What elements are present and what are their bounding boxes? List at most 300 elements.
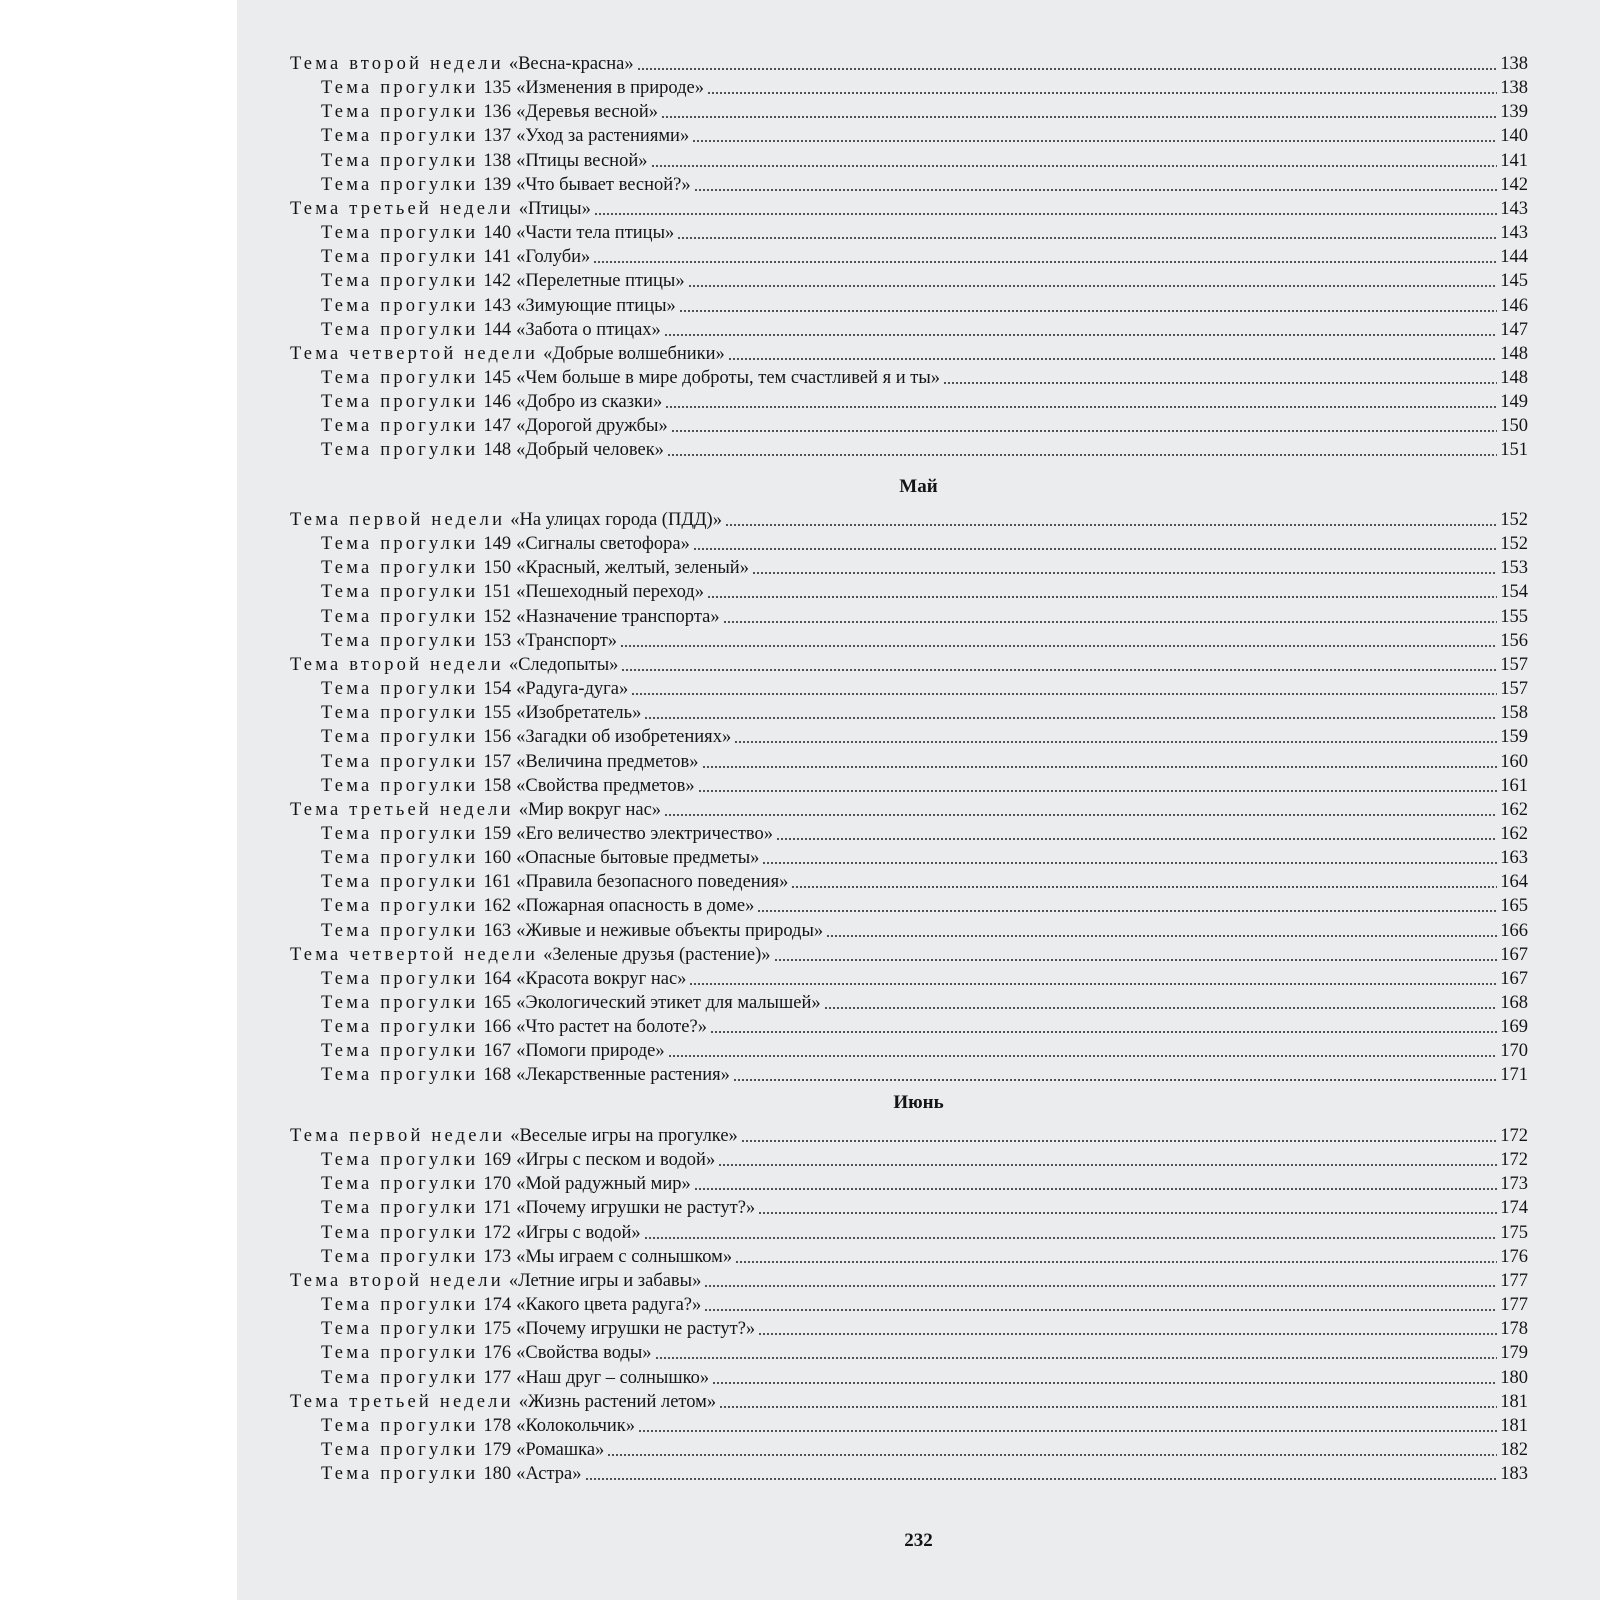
toc-entry-number: 154 bbox=[483, 679, 512, 699]
toc-entry-page: 180 bbox=[1500, 1368, 1528, 1388]
toc-entry-number: 160 bbox=[483, 848, 512, 868]
toc-entry-title: «Игры с песком и водой» bbox=[516, 1150, 716, 1170]
dot-leader bbox=[719, 1406, 1497, 1408]
toc-entry-prefix: Тема прогулки bbox=[321, 78, 479, 98]
toc-entry-title: «Свойства предметов» bbox=[516, 776, 695, 796]
toc-entry-page: 147 bbox=[1500, 320, 1528, 340]
toc-entry-label bbox=[321, 870, 788, 894]
dot-leader bbox=[757, 910, 1497, 912]
toc-entry-prefix: Тема прогулки bbox=[321, 296, 479, 316]
toc-walk-entry bbox=[237, 269, 1600, 293]
toc-entry-number: 180 bbox=[483, 1464, 512, 1484]
toc-entry-prefix: Тема прогулки bbox=[321, 102, 479, 122]
dot-leader bbox=[741, 1140, 1497, 1142]
toc-entry-page: 158 bbox=[1500, 703, 1528, 723]
toc-entry-title: «Веселые игры на прогулке» bbox=[510, 1126, 738, 1146]
toc-entry-page: 138 bbox=[1500, 78, 1528, 98]
toc-entry-number: 158 bbox=[483, 776, 512, 796]
dot-leader bbox=[671, 430, 1498, 432]
dot-leader bbox=[637, 68, 1498, 70]
toc-entry-page: 140 bbox=[1500, 126, 1528, 146]
toc-entry-prefix: Тема прогулки bbox=[321, 776, 479, 796]
toc-entry-label bbox=[321, 124, 689, 148]
book-page bbox=[237, 0, 1600, 1600]
toc-entry-label bbox=[290, 1269, 701, 1293]
toc-entry-prefix: Тема прогулки bbox=[321, 1440, 479, 1460]
dot-leader bbox=[668, 1055, 1498, 1057]
toc-entry-page: 156 bbox=[1500, 631, 1528, 651]
toc-entry-prefix: Тема прогулки bbox=[321, 631, 479, 651]
toc-entry-prefix: Тема второй недели bbox=[290, 54, 504, 74]
toc-walk-entry bbox=[237, 100, 1600, 124]
month-heading: Май bbox=[899, 476, 938, 497]
dot-leader bbox=[661, 116, 1497, 118]
toc-entry-prefix: Тема второй недели bbox=[290, 655, 504, 675]
toc-walk-entry bbox=[237, 1317, 1600, 1341]
toc-entry-title: «Мы играем с солнышком» bbox=[516, 1247, 733, 1267]
toc-entry-page: 143 bbox=[1500, 223, 1528, 243]
toc-entry-prefix: Тема прогулки bbox=[321, 607, 479, 627]
toc-entry-page: 146 bbox=[1500, 296, 1528, 316]
toc-entry-page: 181 bbox=[1500, 1416, 1528, 1436]
toc-entry-prefix: Тема прогулки bbox=[321, 727, 479, 747]
toc-entry-title: «Что бывает весной?» bbox=[516, 175, 691, 195]
toc-entry-number: 149 bbox=[483, 534, 512, 554]
toc-entry-label bbox=[321, 245, 590, 269]
toc-week-entry bbox=[237, 197, 1600, 221]
toc-entry-page: 138 bbox=[1500, 54, 1528, 74]
toc-entry-prefix: Тема третьей недели bbox=[290, 1392, 514, 1412]
toc-entry-label bbox=[321, 1196, 755, 1220]
toc-entry-title: «Наш друг – солнышко» bbox=[516, 1368, 710, 1388]
toc-walk-entry bbox=[237, 532, 1600, 556]
toc-entry-prefix: Тема прогулки bbox=[321, 993, 479, 1013]
toc-entry-title: «Забота о птицах» bbox=[516, 320, 661, 340]
toc-entry-page: 164 bbox=[1500, 872, 1528, 892]
toc-walk-entry bbox=[237, 1172, 1600, 1196]
toc-entry-label bbox=[321, 677, 628, 701]
toc-entry-prefix: Тема прогулки bbox=[321, 1223, 479, 1243]
toc-entry-title: «Перелетные птицы» bbox=[516, 271, 685, 291]
toc-entry-prefix: Тема прогулки bbox=[321, 1150, 479, 1170]
toc-walk-entry bbox=[237, 1196, 1600, 1220]
toc-entry-title: «Зеленые друзья (растение)» bbox=[543, 945, 771, 965]
dot-leader bbox=[752, 572, 1497, 574]
toc-entry-number: 165 bbox=[483, 993, 512, 1013]
toc-entry-label bbox=[290, 653, 618, 677]
toc-entry-page: 145 bbox=[1500, 271, 1528, 291]
dot-leader bbox=[621, 669, 1497, 671]
dot-leader bbox=[667, 454, 1497, 456]
toc-entry-title: «Какого цвета радуга?» bbox=[516, 1295, 702, 1315]
toc-entry-label bbox=[321, 1245, 732, 1269]
toc-entry-number: 164 bbox=[483, 969, 512, 989]
toc-entry-title: «Почему игрушки не растут?» bbox=[516, 1198, 756, 1218]
toc-entry-page: 163 bbox=[1500, 848, 1528, 868]
toc-entry-title: «Птицы весной» bbox=[516, 151, 648, 171]
toc-walk-entry bbox=[237, 1438, 1600, 1462]
toc-entry-label bbox=[321, 967, 686, 991]
dot-leader bbox=[644, 717, 1497, 719]
toc-entry-number: 150 bbox=[483, 558, 512, 578]
dot-leader bbox=[594, 213, 1497, 215]
toc-entry-title: «Мир вокруг нас» bbox=[518, 800, 662, 820]
dot-leader bbox=[664, 334, 1497, 336]
dot-leader bbox=[704, 1309, 1497, 1311]
toc-entry-label bbox=[321, 318, 661, 342]
toc-entry-label bbox=[290, 342, 725, 366]
toc-entry-prefix: Тема прогулки bbox=[321, 1041, 479, 1061]
dot-leader bbox=[704, 1285, 1497, 1287]
toc-entry-label bbox=[321, 269, 685, 293]
dot-leader bbox=[733, 1079, 1497, 1081]
toc-entry-number: 169 bbox=[483, 1150, 512, 1170]
toc-entry-title: «Голуби» bbox=[516, 247, 591, 267]
toc-entry-label bbox=[290, 52, 634, 76]
dot-leader bbox=[758, 1333, 1497, 1335]
toc-entry-label bbox=[321, 580, 704, 604]
toc-entry-number: 159 bbox=[483, 824, 512, 844]
toc-entry-label bbox=[321, 1063, 730, 1087]
toc-entry-label bbox=[321, 774, 695, 798]
toc-entry-title: «Сигналы светофора» bbox=[516, 534, 690, 554]
toc-entry-number: 148 bbox=[483, 440, 512, 460]
toc-entry-title: «Свойства воды» bbox=[516, 1343, 652, 1363]
toc-entry-title: «Пожарная опасность в доме» bbox=[516, 896, 755, 916]
toc-entry-number: 177 bbox=[483, 1368, 512, 1388]
toc-entry-page: 143 bbox=[1500, 199, 1528, 219]
dot-leader bbox=[607, 1454, 1497, 1456]
toc-entry-page: 169 bbox=[1500, 1017, 1528, 1037]
dot-leader bbox=[725, 524, 1497, 526]
toc-entry-label bbox=[321, 1221, 641, 1245]
dot-leader bbox=[710, 1031, 1497, 1033]
toc-entry-number: 173 bbox=[483, 1247, 512, 1267]
toc-entry-page: 160 bbox=[1500, 752, 1528, 772]
toc-walk-entry bbox=[237, 1341, 1600, 1365]
toc-entry-title: «Следопыты» bbox=[508, 655, 619, 675]
dot-leader bbox=[644, 1237, 1498, 1239]
toc-entry-label bbox=[321, 629, 617, 653]
dot-leader bbox=[694, 1188, 1497, 1190]
toc-entry-number: 162 bbox=[483, 896, 512, 916]
toc-entry-label bbox=[290, 508, 722, 532]
toc-entry-title: «Астра» bbox=[516, 1464, 582, 1484]
toc-entry-label bbox=[290, 197, 591, 221]
toc-entry-label bbox=[321, 221, 674, 245]
toc-entry-prefix: Тема третьей недели bbox=[290, 800, 514, 820]
toc-entry-prefix: Тема четвертой недели bbox=[290, 945, 539, 965]
toc-entry-title: «Изобретатель» bbox=[516, 703, 642, 723]
toc-entry-page: 141 bbox=[1500, 151, 1528, 171]
toc-entry-page: 170 bbox=[1500, 1041, 1528, 1061]
toc-entry-prefix: Тема прогулки bbox=[321, 848, 479, 868]
toc-entry-page: 175 bbox=[1500, 1223, 1528, 1243]
toc-entry-label bbox=[321, 1341, 652, 1365]
toc-entry-page: 144 bbox=[1500, 247, 1528, 267]
toc-week-entry bbox=[237, 1124, 1600, 1148]
toc-walk-entry bbox=[237, 750, 1600, 774]
toc-walk-entry bbox=[237, 149, 1600, 173]
toc-entry-page: 166 bbox=[1500, 921, 1528, 941]
toc-entry-title: «Величина предметов» bbox=[516, 752, 699, 772]
toc-entry-page: 152 bbox=[1500, 534, 1528, 554]
dot-leader bbox=[692, 140, 1497, 142]
toc-entry-label bbox=[321, 1015, 707, 1039]
toc-walk-entry bbox=[237, 701, 1600, 725]
toc-walk-entry bbox=[237, 967, 1600, 991]
toc-walk-entry bbox=[237, 677, 1600, 701]
dot-leader bbox=[585, 1478, 1498, 1480]
toc-entry-prefix: Тема второй недели bbox=[290, 1271, 504, 1291]
toc-entry-prefix: Тема прогулки bbox=[321, 1416, 479, 1436]
toc-entry-number: 175 bbox=[483, 1319, 512, 1339]
toc-entry-title: «Живые и неживые объекты природы» bbox=[516, 921, 824, 941]
toc-entry-prefix: Тема прогулки bbox=[321, 703, 479, 723]
page-number: 232 bbox=[904, 1530, 933, 1551]
toc-entry-title: «Добро из сказки» bbox=[516, 392, 663, 412]
toc-week-entry bbox=[237, 1269, 1600, 1293]
dot-leader bbox=[593, 261, 1497, 263]
toc-entry-page: 142 bbox=[1500, 175, 1528, 195]
toc-week-entry bbox=[237, 943, 1600, 967]
toc-entry-prefix: Тема прогулки bbox=[321, 896, 479, 916]
toc-entry-page: 153 bbox=[1500, 558, 1528, 578]
toc-entry-prefix: Тема прогулки bbox=[321, 151, 479, 171]
toc-entry-title: «Пешеходный переход» bbox=[516, 582, 704, 602]
toc-week-entry bbox=[237, 653, 1600, 677]
toc-entry-title: «Весна-красна» bbox=[508, 54, 634, 74]
toc-entry-title: «Игры с водой» bbox=[516, 1223, 641, 1243]
toc-entry-number: 141 bbox=[483, 247, 512, 267]
toc-entry-title: «Ромашка» bbox=[516, 1440, 605, 1460]
toc-entry-label bbox=[290, 798, 661, 822]
toc-entry-label bbox=[321, 725, 731, 749]
toc-entry-prefix: Тема прогулки bbox=[321, 1247, 479, 1267]
toc-entry-number: 179 bbox=[483, 1440, 512, 1460]
toc-entry-prefix: Тема прогулки bbox=[321, 175, 479, 195]
dot-leader bbox=[665, 406, 1497, 408]
toc-entry-label bbox=[321, 1148, 715, 1172]
toc-walk-entry bbox=[237, 414, 1600, 438]
toc-entry-title: «Мой радужный мир» bbox=[516, 1174, 691, 1194]
dot-leader bbox=[655, 1357, 1498, 1359]
dot-leader bbox=[728, 358, 1497, 360]
toc-entry-label bbox=[321, 556, 749, 580]
toc-entry-title: «Летние игры и забавы» bbox=[508, 1271, 702, 1291]
dot-leader bbox=[664, 814, 1497, 816]
toc-entry-prefix: Тема прогулки bbox=[321, 1343, 479, 1363]
dot-leader bbox=[689, 983, 1497, 985]
toc-walk-entry bbox=[237, 822, 1600, 846]
toc-entry-page: 172 bbox=[1500, 1126, 1528, 1146]
dot-leader bbox=[638, 1430, 1497, 1432]
toc-entry-page: 152 bbox=[1500, 510, 1528, 530]
toc-entry-page: 167 bbox=[1500, 945, 1528, 965]
toc-entry-number: 147 bbox=[483, 416, 512, 436]
toc-entry-number: 145 bbox=[483, 368, 512, 388]
toc-entry-prefix: Тема прогулки bbox=[321, 271, 479, 291]
toc-entry-number: 146 bbox=[483, 392, 512, 412]
toc-entry-title: «Дорогой дружбы» bbox=[516, 416, 668, 436]
toc-entry-page: 172 bbox=[1500, 1150, 1528, 1170]
dot-leader bbox=[943, 382, 1497, 384]
toc-walk-entry bbox=[237, 221, 1600, 245]
toc-walk-entry bbox=[237, 173, 1600, 197]
toc-entry-title: «Красный, желтый, зеленый» bbox=[516, 558, 749, 578]
toc-entry-prefix: Тема прогулки bbox=[321, 1065, 479, 1085]
toc-entry-title: «Добрые волшебники» bbox=[543, 344, 725, 364]
toc-entry-number: 167 bbox=[483, 1041, 512, 1061]
dot-leader bbox=[702, 766, 1498, 768]
toc-entry-page: 171 bbox=[1500, 1065, 1528, 1085]
toc-entry-prefix: Тема прогулки bbox=[321, 752, 479, 772]
toc-entry-label bbox=[321, 1462, 582, 1486]
toc-entry-prefix: Тема прогулки bbox=[321, 1198, 479, 1218]
toc-entry-page: 159 bbox=[1500, 727, 1528, 747]
toc-entry-page: 165 bbox=[1500, 896, 1528, 916]
toc-entry-prefix: Тема прогулки bbox=[321, 1295, 479, 1315]
toc-entry-title: «Его величество электричество» bbox=[516, 824, 774, 844]
toc-walk-entry bbox=[237, 1148, 1600, 1172]
table-of-contents bbox=[237, 0, 1600, 1600]
toc-entry-label bbox=[321, 390, 662, 414]
toc-walk-entry bbox=[237, 1063, 1600, 1087]
toc-entry-prefix: Тема прогулки bbox=[321, 534, 479, 554]
toc-entry-label bbox=[290, 943, 771, 967]
toc-entry-prefix: Тема прогулки bbox=[321, 392, 479, 412]
toc-entry-label bbox=[321, 991, 821, 1015]
toc-entry-title: «Почему игрушки не растут?» bbox=[516, 1319, 756, 1339]
toc-entry-page: 157 bbox=[1500, 655, 1528, 675]
dot-leader bbox=[698, 790, 1498, 792]
toc-entry-prefix: Тема прогулки bbox=[321, 223, 479, 243]
dot-leader bbox=[693, 548, 1497, 550]
toc-entry-prefix: Тема прогулки bbox=[321, 320, 479, 340]
toc-entry-prefix: Тема прогулки bbox=[321, 126, 479, 146]
toc-walk-entry bbox=[237, 438, 1600, 462]
toc-entry-page: 150 bbox=[1500, 416, 1528, 436]
toc-entry-label bbox=[321, 1293, 701, 1317]
toc-entry-title: «Деревья весной» bbox=[516, 102, 659, 122]
toc-walk-entry bbox=[237, 318, 1600, 342]
dot-leader bbox=[791, 886, 1497, 888]
toc-entry-title: «Жизнь растений летом» bbox=[518, 1392, 717, 1412]
toc-walk-entry bbox=[237, 870, 1600, 894]
toc-entry-number: 140 bbox=[483, 223, 512, 243]
toc-entry-page: 168 bbox=[1500, 993, 1528, 1013]
dot-leader bbox=[712, 1382, 1497, 1384]
toc-walk-entry bbox=[237, 774, 1600, 798]
toc-walk-entry bbox=[237, 245, 1600, 269]
toc-entry-number: 172 bbox=[483, 1223, 512, 1243]
toc-entry-prefix: Тема прогулки bbox=[321, 1174, 479, 1194]
toc-entry-title: «Колокольчик» bbox=[516, 1416, 636, 1436]
toc-entry-page: 139 bbox=[1500, 102, 1528, 122]
toc-walk-entry bbox=[237, 76, 1600, 100]
toc-entry-number: 171 bbox=[483, 1198, 512, 1218]
toc-entry-page: 155 bbox=[1500, 607, 1528, 627]
toc-entry-page: 176 bbox=[1500, 1247, 1528, 1267]
toc-walk-entry bbox=[237, 1015, 1600, 1039]
toc-entry-prefix: Тема прогулки bbox=[321, 1464, 479, 1484]
toc-entry-number: 155 bbox=[483, 703, 512, 723]
toc-week-entry bbox=[237, 52, 1600, 76]
toc-walk-entry bbox=[237, 294, 1600, 318]
toc-walk-entry bbox=[237, 1293, 1600, 1317]
toc-entry-title: «Зимующие птицы» bbox=[516, 296, 676, 316]
toc-entry-number: 174 bbox=[483, 1295, 512, 1315]
toc-entry-label bbox=[321, 1414, 635, 1438]
toc-entry-prefix: Тема третьей недели bbox=[290, 199, 514, 219]
toc-entry-label bbox=[321, 1438, 604, 1462]
toc-entry-number: 152 bbox=[483, 607, 512, 627]
dot-leader bbox=[734, 741, 1497, 743]
toc-entry-label bbox=[321, 438, 664, 462]
toc-entry-number: 151 bbox=[483, 582, 512, 602]
toc-entry-page: 174 bbox=[1500, 1198, 1528, 1218]
toc-entry-label bbox=[321, 1172, 691, 1196]
toc-entry-prefix: Тема четвертой недели bbox=[290, 344, 539, 364]
toc-week-entry bbox=[237, 342, 1600, 366]
toc-walk-entry bbox=[237, 366, 1600, 390]
toc-walk-entry bbox=[237, 390, 1600, 414]
dot-leader bbox=[677, 237, 1497, 239]
toc-entry-prefix: Тема первой недели bbox=[290, 1126, 506, 1146]
dot-leader bbox=[688, 285, 1498, 287]
toc-entry-page: 157 bbox=[1500, 679, 1528, 699]
toc-entry-label bbox=[321, 532, 690, 556]
toc-entry-number: 153 bbox=[483, 631, 512, 651]
toc-entry-prefix: Тема прогулки bbox=[321, 416, 479, 436]
toc-entry-number: 138 bbox=[483, 151, 512, 171]
toc-walk-entry bbox=[237, 846, 1600, 870]
toc-entry-title: «Транспорт» bbox=[516, 631, 618, 651]
toc-walk-entry bbox=[237, 991, 1600, 1015]
dot-leader bbox=[620, 645, 1497, 647]
toc-entry-title: «Что растет на болоте?» bbox=[516, 1017, 707, 1037]
toc-entry-number: 168 bbox=[483, 1065, 512, 1085]
toc-week-entry bbox=[237, 508, 1600, 532]
toc-entry-number: 163 bbox=[483, 921, 512, 941]
toc-entry-page: 177 bbox=[1500, 1271, 1528, 1291]
toc-entry-label bbox=[321, 1317, 755, 1341]
dot-leader bbox=[735, 1261, 1497, 1263]
toc-entry-page: 181 bbox=[1500, 1392, 1528, 1412]
toc-entry-label bbox=[321, 100, 658, 124]
dot-leader bbox=[631, 693, 1497, 695]
toc-entry-title: «Уход за растениями» bbox=[516, 126, 690, 146]
toc-walk-entry bbox=[237, 556, 1600, 580]
toc-entry-page: 162 bbox=[1500, 824, 1528, 844]
toc-week-entry bbox=[237, 798, 1600, 822]
toc-entry-page: 183 bbox=[1500, 1464, 1528, 1484]
toc-walk-entry bbox=[237, 1462, 1600, 1486]
toc-entry-title: «Птицы» bbox=[518, 199, 591, 219]
toc-walk-entry bbox=[237, 919, 1600, 943]
toc-walk-entry bbox=[237, 1245, 1600, 1269]
toc-walk-entry bbox=[237, 629, 1600, 653]
toc-entry-label bbox=[321, 149, 648, 173]
toc-entry-page: 173 bbox=[1500, 1174, 1528, 1194]
dot-leader bbox=[707, 596, 1497, 598]
toc-entry-number: 176 bbox=[483, 1343, 512, 1363]
toc-entry-label bbox=[321, 919, 823, 943]
toc-entry-title: «Части тела птицы» bbox=[516, 223, 675, 243]
toc-entry-label bbox=[321, 294, 676, 318]
toc-week-entry bbox=[237, 1390, 1600, 1414]
toc-walk-entry bbox=[237, 725, 1600, 749]
